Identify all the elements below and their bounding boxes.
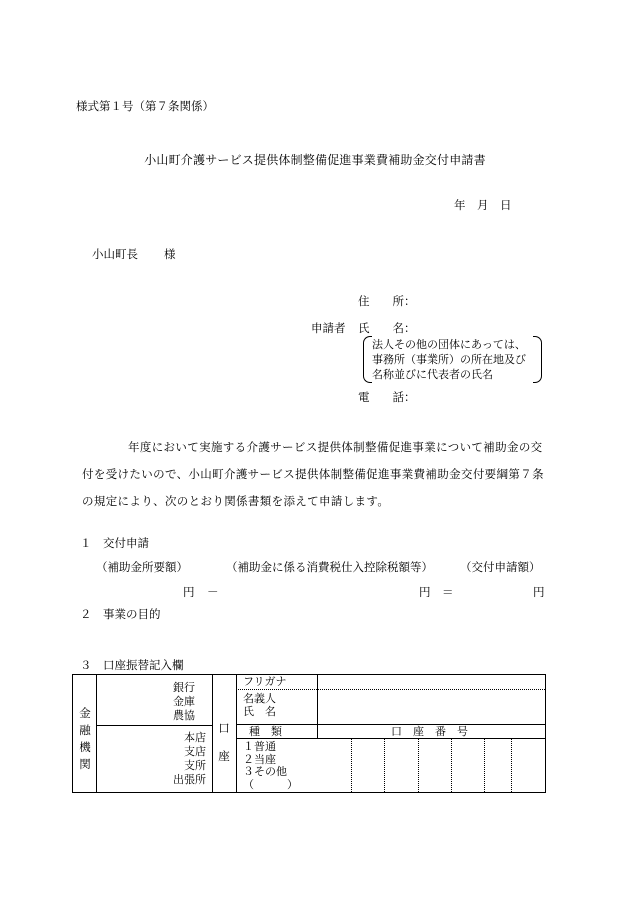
section2-heading: ２ 事業の目的: [80, 607, 161, 621]
account-type-label: 種 類: [249, 725, 282, 738]
corporate-note: [372, 337, 526, 382]
applicant-name-label: 氏 名：: [358, 321, 416, 335]
account-type-options: １普通 ２当座 ３その他 （ ）: [243, 740, 298, 791]
account-label: 口 座: [218, 721, 230, 763]
form-number: 様式第１号（第７条関係）: [76, 99, 214, 113]
furigana-label: フリガナ: [243, 675, 287, 688]
equals-sign: ＝: [442, 585, 454, 599]
yen-unit: 円: [533, 585, 545, 599]
corporate-note-line: 法人その他の団体にあっては、: [372, 338, 526, 351]
yen-unit: 円: [183, 585, 195, 599]
required-amount-label: （補助金所要額）: [96, 560, 188, 574]
applicant-phone-label: 電 話：: [358, 390, 416, 404]
applicant-address-label: 住 所：: [358, 294, 416, 308]
date-line: 年 月 日: [454, 198, 512, 212]
branch-type-options: 本店 支店 支所 出張所: [173, 731, 206, 786]
application-statement-text: 年度において実施する介護サービス提供体制整備促進事業について補助金の交付を受けたいので、小山町介護サービス提供体制整備促進事業費補助金交付要綱第７条の規定により、次のとおり関係書類を添えて申請します。: [82, 440, 544, 508]
account-number-label: 口 座 番 号: [391, 725, 468, 738]
section1-heading: １ 交付申請: [80, 536, 149, 550]
addressee-honorific: 様: [164, 247, 176, 261]
financial-institution-label: 金 融 機 関: [79, 706, 91, 771]
requested-amount-label: （交付申請額）: [460, 560, 541, 574]
bracket-left: [363, 336, 372, 383]
document-title: 小山町介護サービス提供体制整備促進事業費補助金交付申請書: [144, 153, 486, 167]
applicant-label: 申請者: [311, 321, 346, 335]
addressee-name: 小山町長: [92, 247, 138, 261]
corporate-note-line: 名称並びに代表者の氏名: [372, 368, 493, 381]
account-holder-label: 名義人 氏 名: [243, 692, 276, 718]
bank-type-options: 銀行 金庫 農協: [173, 681, 195, 722]
minus-sign: －: [207, 585, 219, 599]
bracket-right: [533, 336, 542, 383]
bank-account-table: [72, 674, 546, 793]
tax-deduction-label: （補助金に係る消費税仕入控除税額等）: [226, 560, 433, 574]
addressee: [92, 246, 176, 262]
application-statement: [82, 434, 548, 515]
corporate-note-line: 事務所（事業所）の所在地及び: [372, 353, 526, 366]
yen-unit: 円: [419, 585, 431, 599]
section3-heading: ３ 口座振替記入欄: [80, 658, 184, 672]
